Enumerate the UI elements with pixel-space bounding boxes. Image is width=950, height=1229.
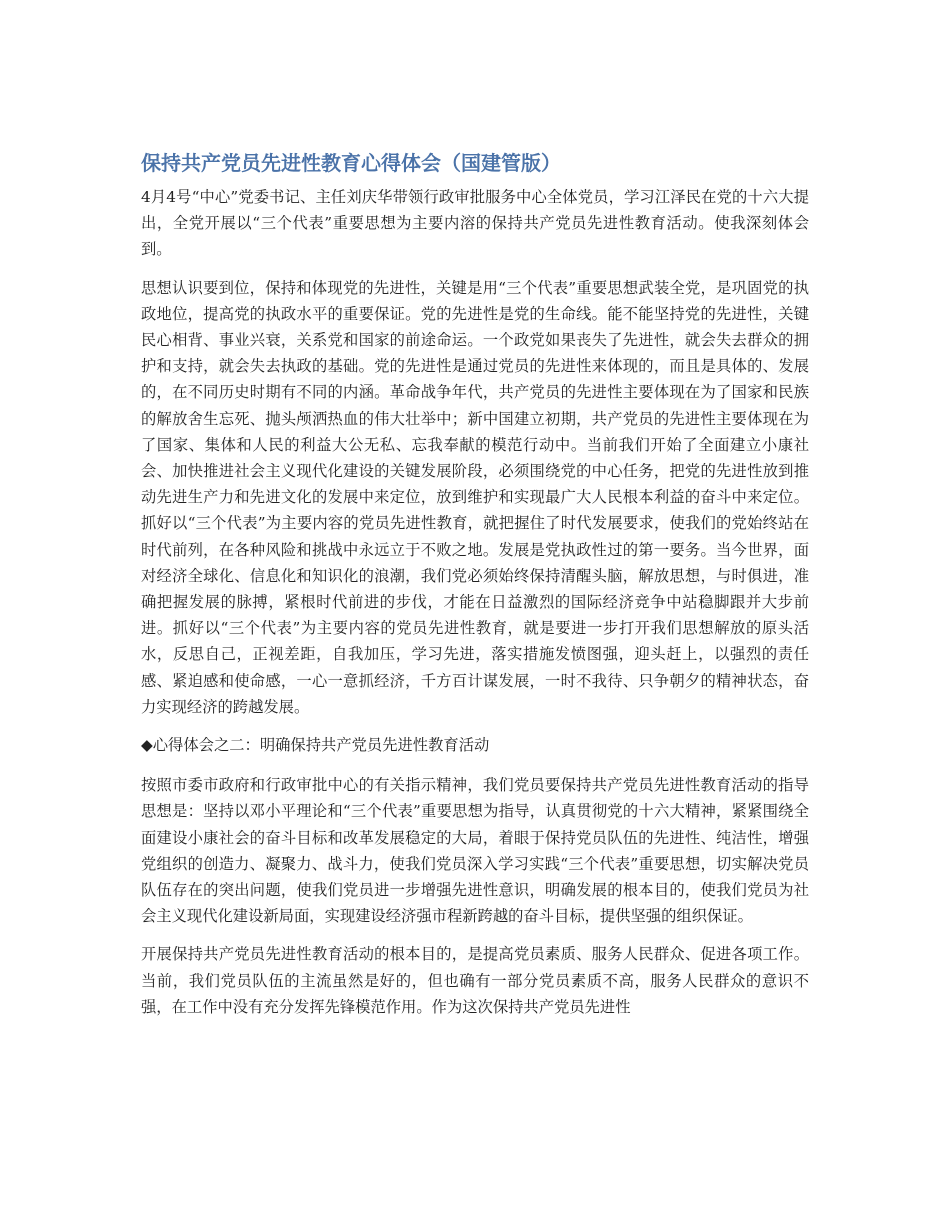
paragraph-intro: 4月4号“中心”党委书记、主任刘庆华带领行政审批服务中心全体党员，学习江泽民在党的十六大提出，全党开展以“三个代表”重要思想为主要内溶的保持共产党员先进性教育活动。使我深刻体会到。: [141, 188, 809, 259]
paragraph-guiding-thought: 按照市委市政府和行政审批中心的有关指示精神，我们党员要保持共产党员先进性教育活动的指导思想是：坚持以邓小平理论和“三个代表”重要思想为指导，认真贯彻党的十六大精神，紧紧围绕全面建设小康社会的奋斗目标和改革发展稳定的大局，着眼于保持党员队伍的先进性、纯洁性，增强党组织的创造力、凝聚力、战斗力，使我们党员深入学习实践“三个代表”重要思想，切实解决党员队伍存在的突出问题，使我们党员进一步增强先进性意识，明确发展的根本目的，使我们党员为社会主义现代化建设新局面，实现建设经济强市程新跨越的奋斗目标，提供坚强的组织保证。: [141, 776, 809, 926]
document-page: [141, 148, 809, 1032]
paragraph-fundamental-purpose: 开展保持共产党员先进性教育活动的根本目的，是提高党员素质、服务人民群众、促进各项工作。当前，我们党员队伍的主流虽然是好的，但也确有一部分党员素质不高，服务人民群众的意识不强，在工作中没有充分发挥先锋模范作用。作为这次保持共产党员先进性: [141, 945, 809, 1016]
section-heading-experience-two: ◆心得体会之二：明确保持共产党员先进性教育活动: [141, 736, 490, 755]
document-title: 保持共产党员先进性教育心得体会（国建管版）: [141, 151, 561, 175]
paragraph-thought-awareness: 思想认识要到位，保持和体现党的先进性，关键是用“三个代表”重要思想武装全党，是巩固党的执政地位，提高党的执政水平的重要保证。党的先进性是党的生命线。能不能坚持党的先进性，关键民心相背、事业兴衰，关系党和国家的前途命运。一个政党如果丧失了先进性，就会失去群众的拥护和支持，就会失去执政的基础。党的先进性是通过党员的先进性来体现的，而且是具体的、发展的，在不同历史时期有不同的内涵。革命战争年代，共产党员的先进性主要体现在为了国家和民族的解放舍生忘死、抛头颅洒热血的伟大壮举中；新中国建立初期，共产党员的先进性主要体现在为了国家、集体和人民的利益大公无私、忘我奉献的模范行动中。当前我们开始了全面建立小康社会、加快推进社会主义现代化建设的关键发展阶段，必须围绕党的中心任务，把党的先进性放到推动先进生产力和先进文化的发展中来定位，放到维护和实现最广大人民根本利益的奋斗中来定位。抓好以“三个代表”为主要内容的党员先进性教育，就把握住了时代发展要求，使我们的党始终站在时代前列，在各种风险和挑战中永远立于不败之地。发展是党执政性过的第一要务。当今世界，面对经济全球化、信息化和知识化的浪潮，我们党必须始终保持清醒头脑，解放思想，与时俱进，准确把握发展的脉搏，紧根时代前进的步伐，才能在日益激烈的国际经济竞争中站稳脚跟并大步前进。抓好以“三个代表”为主要内容的党员先进性教育，就是要进一步打开我们思想解放的原头活水，反思自己，正视差距，自我加压，学习先进，落实措施发愤图强，迎头赶上，以强烈的责任感、紧迫感和使命感，一心一意抓经济，千方百计谋发展，一时不我待、只争朝夕的精神状态，奋力实现经济的跨越发展。: [141, 278, 809, 716]
